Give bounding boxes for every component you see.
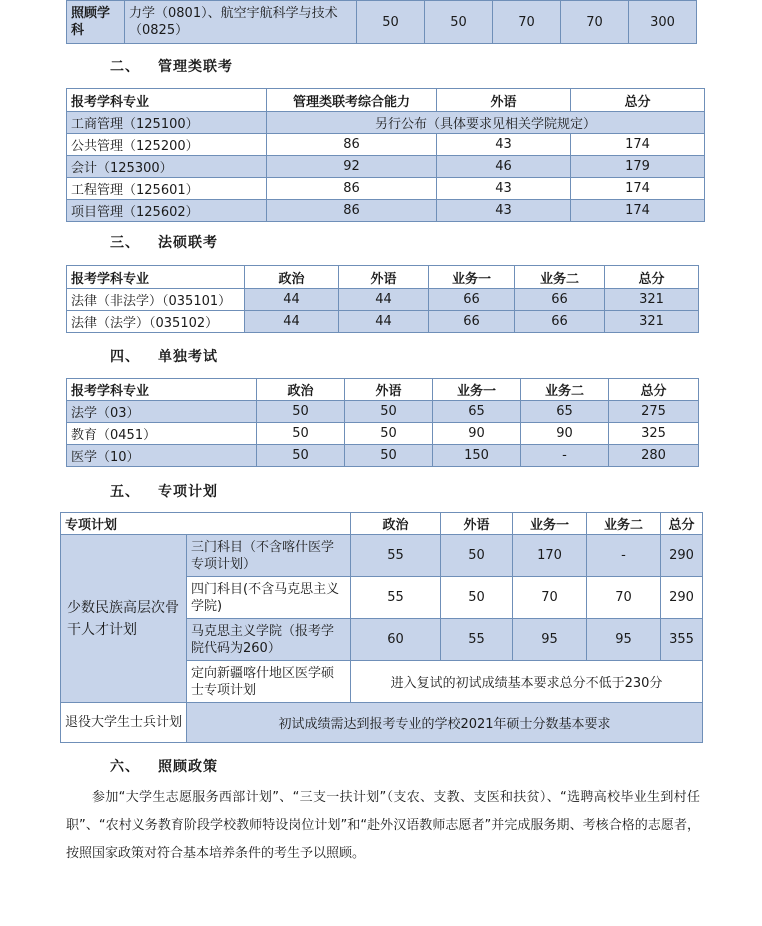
section-heading: 单独考试 bbox=[158, 349, 218, 365]
header-cell: 业务一 bbox=[433, 379, 521, 401]
score-cell: 66 bbox=[515, 311, 605, 333]
header-cell: 政治 bbox=[351, 513, 441, 535]
score-cell: 55 bbox=[441, 619, 513, 661]
section-heading: 法硕联考 bbox=[158, 235, 218, 251]
score-cell: 50 bbox=[345, 423, 433, 445]
score-cell: 174 bbox=[571, 200, 705, 222]
veteran-plan-note: 初试成绩需达到报考专业的学校2021年硕士分数基本要求 bbox=[187, 703, 703, 743]
top-row-subject: 力学（0801）、航空宇航科学与技术（0825） bbox=[125, 1, 357, 44]
score-cell: 50 bbox=[257, 401, 345, 423]
major-name: 教育（0451） bbox=[67, 423, 257, 445]
score-cell: 95 bbox=[587, 619, 661, 661]
header-cell: 业务二 bbox=[521, 379, 609, 401]
score-cell: 55 bbox=[351, 535, 441, 577]
top-row-score: 70 bbox=[493, 1, 561, 44]
top-row-score: 70 bbox=[561, 1, 629, 44]
section-number: 五、 bbox=[110, 484, 140, 500]
header-cell: 专项计划 bbox=[61, 513, 351, 535]
plan-item-name: 定向新疆喀什地区医学硕士专项计划 bbox=[187, 661, 351, 703]
major-name: 法律（非法学）（035101） bbox=[67, 289, 245, 311]
score-cell: 50 bbox=[441, 577, 513, 619]
header-cell: 外语 bbox=[345, 379, 433, 401]
header-cell: 报考学科专业 bbox=[67, 89, 267, 112]
score-cell: 50 bbox=[257, 423, 345, 445]
score-cell: 50 bbox=[345, 445, 433, 467]
policy-paragraph: 参加“大学生志愿服务西部计划”、“三支一扶计划”（支农、支教、支医和扶贫）、“选聘高校毕业生到村任职”、“农村义务教育阶段学校教师特设岗位计划”和“赴外汉语教师志愿者”并完成服务期、考核合格的志愿者，按照国家政策对符合基本培养条件的考生予以照顾。 bbox=[66, 790, 700, 861]
score-cell: 43 bbox=[437, 200, 571, 222]
single-exam-table bbox=[66, 378, 699, 467]
score-cell: 174 bbox=[571, 134, 705, 156]
announcement-note: 另行公布（具体要求见相关学院规定） bbox=[267, 112, 705, 134]
top-continuation-table bbox=[66, 0, 697, 44]
score-cell: 44 bbox=[245, 289, 339, 311]
score-cell: 60 bbox=[351, 619, 441, 661]
score-cell: 90 bbox=[433, 423, 521, 445]
top-row-score: 300 bbox=[629, 1, 697, 44]
section-heading: 管理类联考 bbox=[158, 59, 233, 75]
score-cell: 66 bbox=[429, 311, 515, 333]
section-heading: 专项计划 bbox=[158, 484, 218, 500]
header-cell: 业务一 bbox=[513, 513, 587, 535]
score-cell: 170 bbox=[513, 535, 587, 577]
top-row-score: 50 bbox=[357, 1, 425, 44]
score-cell: 86 bbox=[267, 178, 437, 200]
header-cell: 业务二 bbox=[515, 266, 605, 289]
section-number: 二、 bbox=[110, 59, 140, 75]
header-cell: 外语 bbox=[437, 89, 571, 112]
section-title-policy bbox=[110, 756, 218, 776]
score-cell: 43 bbox=[437, 178, 571, 200]
score-cell: 70 bbox=[513, 577, 587, 619]
header-cell: 业务二 bbox=[587, 513, 661, 535]
plan-item-name: 三门科目（不含喀什医学专项计划） bbox=[187, 535, 351, 577]
score-cell: 44 bbox=[339, 289, 429, 311]
score-cell: 275 bbox=[609, 401, 699, 423]
score-cell: 280 bbox=[609, 445, 699, 467]
section-number: 三、 bbox=[110, 235, 140, 251]
header-cell: 外语 bbox=[339, 266, 429, 289]
score-cell: 290 bbox=[661, 535, 703, 577]
score-cell: 70 bbox=[587, 577, 661, 619]
score-cell: 92 bbox=[267, 156, 437, 178]
header-cell: 总分 bbox=[661, 513, 703, 535]
header-cell: 管理类联考综合能力 bbox=[267, 89, 437, 112]
score-cell: 179 bbox=[571, 156, 705, 178]
score-cell: 43 bbox=[437, 134, 571, 156]
score-cell: 65 bbox=[433, 401, 521, 423]
plan-item-name: 四门科目(不含马克思主义学院) bbox=[187, 577, 351, 619]
score-cell: 44 bbox=[339, 311, 429, 333]
score-cell: 95 bbox=[513, 619, 587, 661]
score-cell: 321 bbox=[605, 311, 699, 333]
section-heading: 照顾政策 bbox=[158, 759, 218, 775]
plan-item-name: 马克思主义学院（报考学院代码为260） bbox=[187, 619, 351, 661]
header-cell: 总分 bbox=[605, 266, 699, 289]
header-cell: 总分 bbox=[609, 379, 699, 401]
management-table bbox=[66, 88, 705, 222]
score-cell: 65 bbox=[521, 401, 609, 423]
major-name: 工程管理（125601） bbox=[67, 178, 267, 200]
major-name: 医学（10） bbox=[67, 445, 257, 467]
header-cell: 外语 bbox=[441, 513, 513, 535]
score-cell: 44 bbox=[245, 311, 339, 333]
section-title-management bbox=[110, 56, 233, 76]
score-cell: 50 bbox=[345, 401, 433, 423]
major-name: 项目管理（125602） bbox=[67, 200, 267, 222]
header-cell: 业务一 bbox=[429, 266, 515, 289]
minority-plan-label: 少数民族高层次骨干人才计划 bbox=[61, 535, 187, 703]
score-cell: 86 bbox=[267, 200, 437, 222]
score-cell: 66 bbox=[429, 289, 515, 311]
major-name: 法律（法学）（035102） bbox=[67, 311, 245, 333]
section-title-law bbox=[110, 232, 218, 252]
section-number: 六、 bbox=[110, 759, 140, 775]
header-cell: 总分 bbox=[571, 89, 705, 112]
section-title-special-plan bbox=[110, 481, 218, 501]
top-row-label: 照顾学科 bbox=[67, 1, 125, 44]
header-cell: 政治 bbox=[245, 266, 339, 289]
law-table bbox=[66, 265, 699, 333]
top-row-score: 50 bbox=[425, 1, 493, 44]
score-cell: 355 bbox=[661, 619, 703, 661]
major-name: 会计（125300） bbox=[67, 156, 267, 178]
score-cell: 290 bbox=[661, 577, 703, 619]
score-cell: 66 bbox=[515, 289, 605, 311]
major-name: 工商管理（125100） bbox=[67, 112, 267, 134]
header-cell: 报考学科专业 bbox=[67, 266, 245, 289]
score-cell: 321 bbox=[605, 289, 699, 311]
major-name: 法学（03） bbox=[67, 401, 257, 423]
header-cell: 报考学科专业 bbox=[67, 379, 257, 401]
score-cell: - bbox=[587, 535, 661, 577]
special-plan-table bbox=[60, 512, 703, 743]
score-cell: 174 bbox=[571, 178, 705, 200]
veteran-plan-label: 退役大学生士兵计划 bbox=[61, 703, 187, 743]
kashgar-plan-note: 进入复试的初试成绩基本要求总分不低于230分 bbox=[351, 661, 703, 703]
section-title-single-exam bbox=[110, 346, 218, 366]
score-cell: 325 bbox=[609, 423, 699, 445]
score-cell: 50 bbox=[257, 445, 345, 467]
score-cell: 90 bbox=[521, 423, 609, 445]
score-cell: 86 bbox=[267, 134, 437, 156]
score-cell: 46 bbox=[437, 156, 571, 178]
header-cell: 政治 bbox=[257, 379, 345, 401]
section-number: 四、 bbox=[110, 349, 140, 365]
score-cell: 50 bbox=[441, 535, 513, 577]
score-cell: - bbox=[521, 445, 609, 467]
score-cell: 55 bbox=[351, 577, 441, 619]
score-cell: 150 bbox=[433, 445, 521, 467]
major-name: 公共管理（125200） bbox=[67, 134, 267, 156]
